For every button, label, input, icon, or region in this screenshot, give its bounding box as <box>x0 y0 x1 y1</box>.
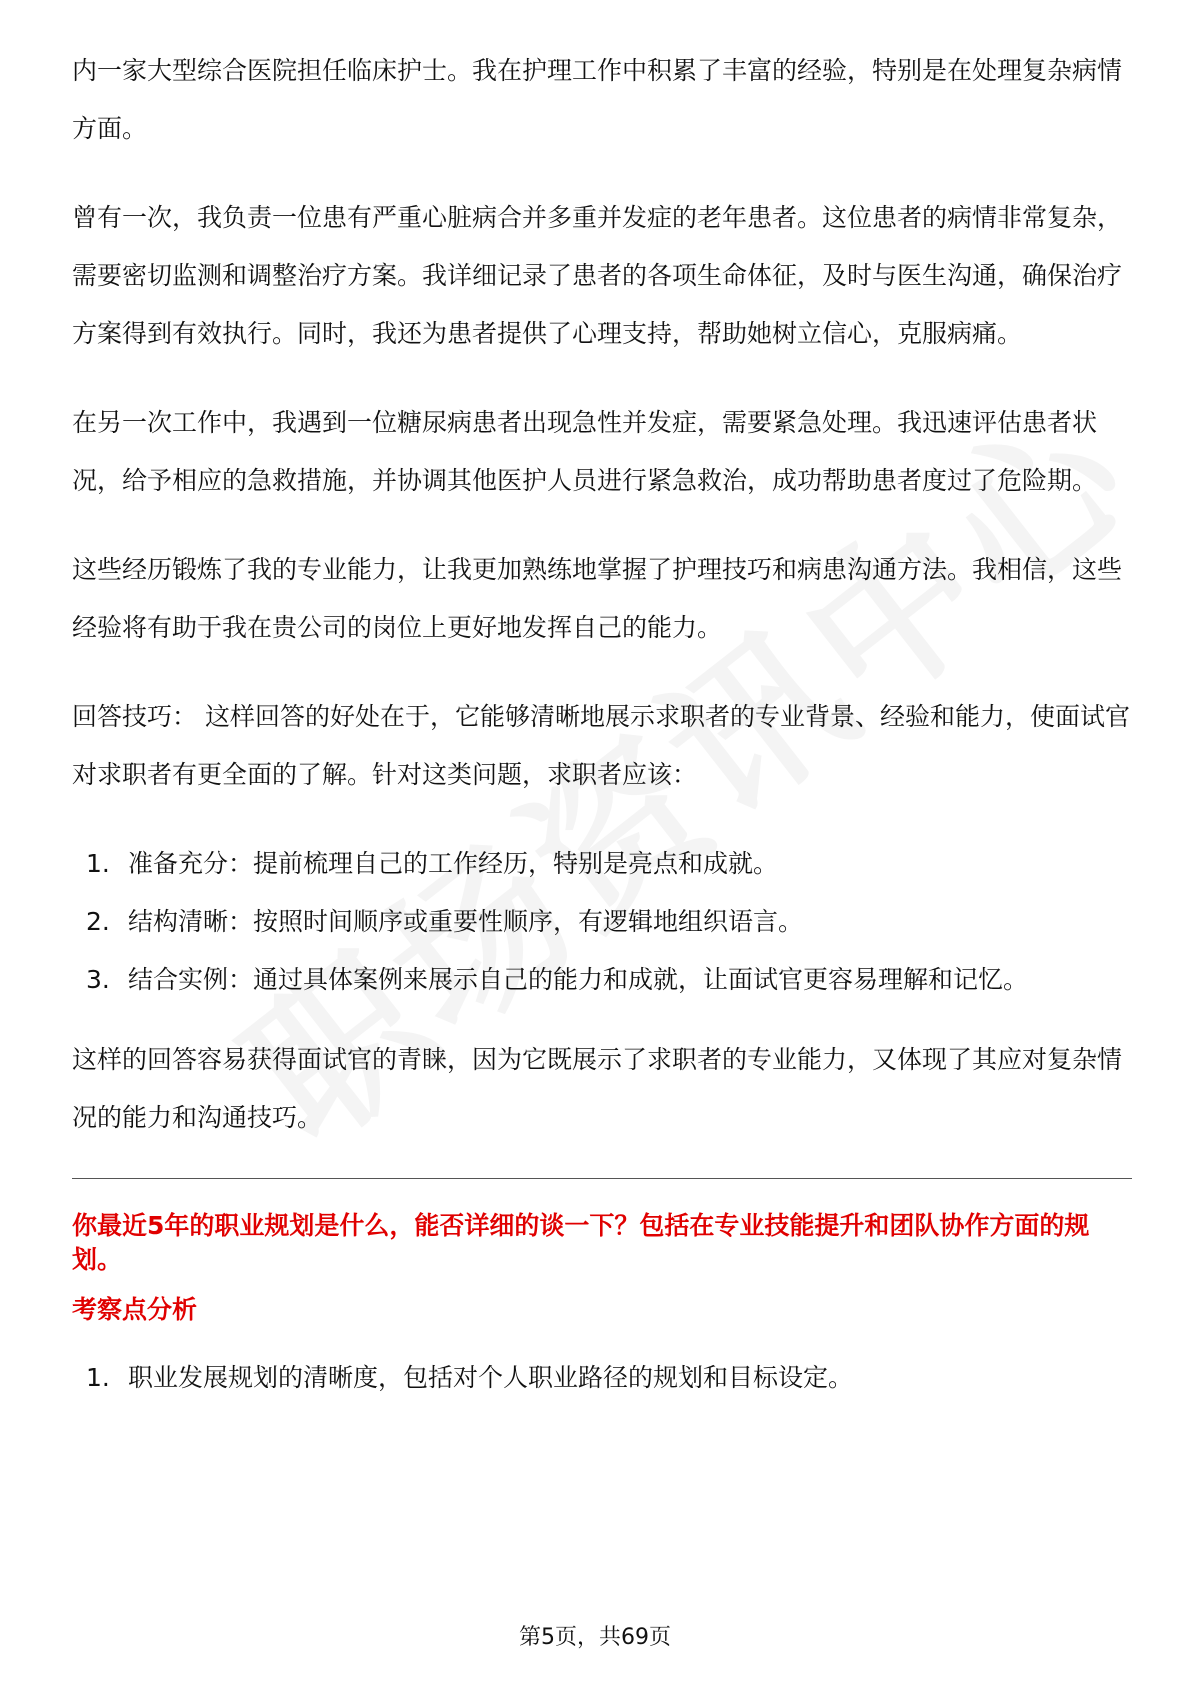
paragraph-summary: 这些经历锻炼了我的专业能力，让我更加熟练地掌握了护理技巧和病患沟通方法。我相信，这些经验将有助于我在贵公司的岗位上更好地发挥自己的能力。 <box>72 555 1123 642</box>
list-item <box>72 835 1132 893</box>
paragraph-answer-tips: 回答技巧： 这样回答的好处在于，它能够清晰地展示求职者的专业背景、经验和能力，使面试官对求职者有更全面的了解。针对这类问题，求职者应该： <box>72 702 1130 789</box>
section-divider <box>72 1178 1132 1179</box>
paragraph-heart-patient: 曾有一次，我负责一位患有严重心脏病合并多重并发症的老年患者。这位患者的病情非常复杂，需要密切监测和调整治疗方案。我详细记录了患者的各项生命体征，及时与医生沟通，确保治疗方案得到有效执行。同时，我还为患者提供了心理支持，帮助她树立信心，克服病痛。 <box>72 203 1123 348</box>
paragraph-closing: 这样的回答容易获得面试官的青睐，因为它既展示了求职者的专业能力，又体现了其应对复杂情况的能力和沟通技巧。 <box>72 1045 1123 1132</box>
list-text: 结合实例：通过具体案例来展示自己的能力和成就，让面试官更容易理解和记忆。 <box>128 965 1029 994</box>
question-heading: 你最近5年的职业规划是什么，能否详细的谈一下？包括在专业技能提升和团队协作方面的规划。 <box>72 1211 1090 1274</box>
list-text: 职业发展规划的清晰度，包括对个人职业路径的规划和目标设定。 <box>128 1363 854 1392</box>
analysis-list <box>72 1349 1132 1407</box>
analysis-heading: 考察点分析 <box>72 1295 198 1324</box>
list-number: 3. <box>86 965 110 994</box>
list-text: 结构清晰：按照时间顺序或重要性顺序，有逻辑地组织语言。 <box>128 907 804 936</box>
list-item <box>72 1349 1132 1407</box>
page-footer: 第5页，共69页 <box>519 1625 671 1650</box>
tips-list <box>72 835 1132 1009</box>
list-number: 2. <box>86 907 110 936</box>
list-number: 1. <box>86 1363 110 1392</box>
list-item <box>72 893 1132 951</box>
page-content <box>72 42 1132 1429</box>
paragraph-diabetes-patient: 在另一次工作中，我遇到一位糖尿病患者出现急性并发症，需要紧急处理。我迅速评估患者状况，给予相应的急救措施，并协调其他医护人员进行紧急救治，成功帮助患者度过了危险期。 <box>72 408 1098 495</box>
list-item <box>72 951 1132 1009</box>
list-text: 准备充分：提前梳理自己的工作经历，特别是亮点和成就。 <box>128 849 779 878</box>
paragraph-experience: 内一家大型综合医院担任临床护士。我在护理工作中积累了丰富的经验，特别是在处理复杂病情方面。 <box>72 56 1123 143</box>
list-number: 1. <box>86 849 110 878</box>
